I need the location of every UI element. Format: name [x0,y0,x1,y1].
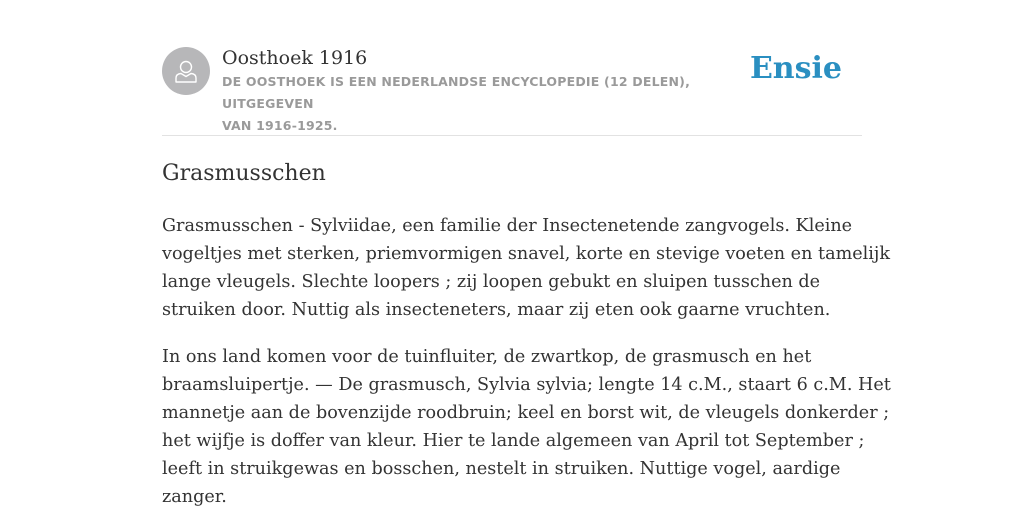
text-line: Grasmusschen - Sylviidae, een familie der Insectenetende zangvogels. Kleine [162,216,853,236]
article-paragraph [162,212,891,324]
text-line: zanger. [162,487,227,507]
text-line: het wijfje is doffer van kleur. Hier te lande algemeen van April tot September ; [162,431,865,451]
article-page [162,0,891,507]
article-title: Grasmusschen [162,161,326,186]
text-line: braamsluipertje. — De grasmusch, Sylvia sylvia; lengte 14 c.M., staart 6 c.M. Het [162,375,891,395]
source-description-line2: VAN 1916-1925. [222,118,338,133]
text-line: lange vleugels. Slechte loopers ; zij loopen gebukt en sluipen tusschen de [162,272,821,292]
source-header [162,0,862,136]
article-body [162,212,891,530]
ensie-logo-link[interactable]: Ensie [749,51,842,86]
user-icon [172,57,200,85]
source-description: DE OOSTHOEK IS EEN NEDERLANDSE ENCYCLOPEDIE (12 DELEN), UITGEGEVEN [222,74,691,111]
text-line: struiken door. Nuttig als insecteneters, maar zij eten ook gaarne vruchten. [162,300,831,320]
text-line: In ons land komen voor de tuinfluiter, de zwartkop, de grasmusch en het [162,347,812,367]
text-line: leeft in struikgewas en bosschen, nestelt in struiken. Nuttige vogel, aardige [162,459,841,479]
avatar[interactable] [162,47,210,95]
text-line: mannetje aan de bovenzijde roodbruin; keel en borst wit, de vleugels donkerder ; [162,403,890,423]
article-paragraph [162,343,891,511]
source-title[interactable]: Oosthoek 1916 [222,47,368,69]
source-info [222,45,762,137]
text-line: vogeltjes met sterken, priemvormigen snavel, korte en stevige voeten en tamelijk [162,244,891,264]
